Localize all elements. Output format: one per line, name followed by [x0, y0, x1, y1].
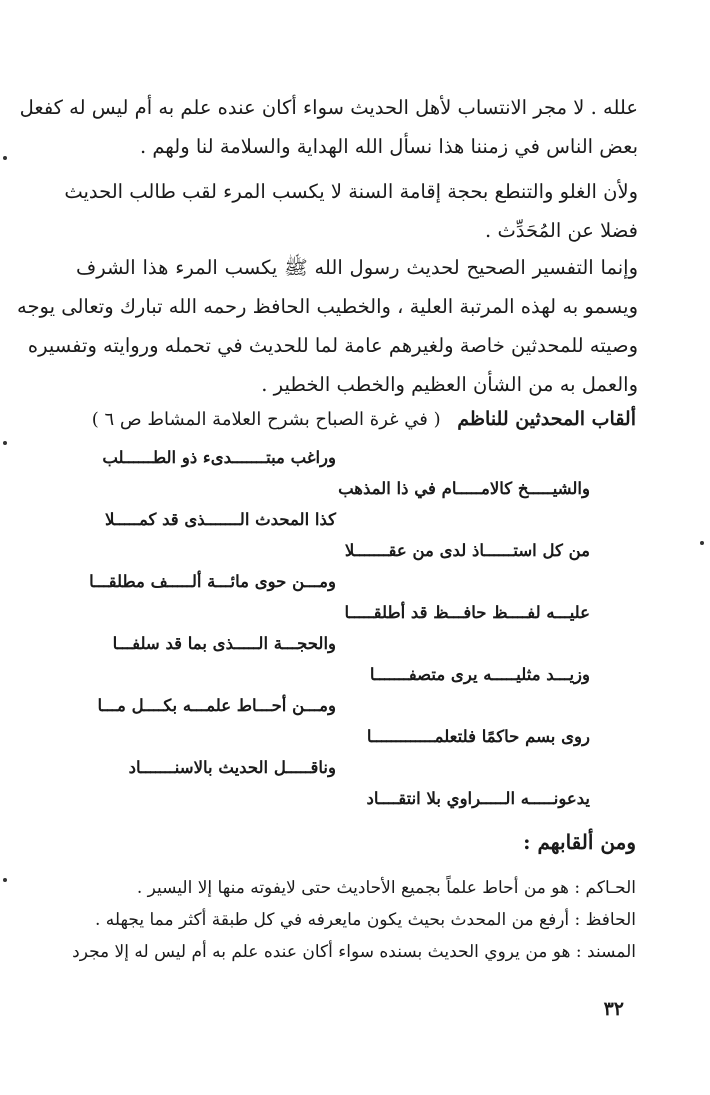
- paragraph-line: وصيته للمحدثين خاصة ولغيرهم عامة لما للحديث في تحمله وروايته وتفسيره: [27, 334, 638, 357]
- paragraph-3: [17, 248, 638, 404]
- poem-verse: وناقـــــل الحديث بالاسنـــــــاد: [128, 758, 336, 777]
- definition-hakim: الحـاكم : هو من أحاط علماً بجميع الأحاديث حتى لايفوته منها إلا اليسير .: [136, 878, 636, 898]
- titles-heading: ومن ألقابهم :: [523, 830, 636, 854]
- poem-verse: من كل استــــــاذ لدى من عقـــــــلا: [344, 541, 590, 560]
- paragraph-line: وإنما التفسير الصحيح لحديث رسول الله ﷺ يكسب المرء هذا الشرف: [76, 256, 638, 279]
- scan-mark: [3, 441, 7, 445]
- paragraph-line: ويسمو به لهذه المرتبة العلية ، والخطيب الحافظ رحمه الله تبارك وتعالى يوجه: [17, 295, 638, 318]
- poem-verse: والحجـــة الـــــذى بما قد سلفـــا: [112, 634, 336, 653]
- poem-verse: ومـــن أحـــاط علمـــه بكــــل مـــا: [97, 696, 336, 715]
- scan-mark: [700, 541, 704, 545]
- scan-mark: [3, 878, 7, 882]
- poem-verse: عليـــه لفــــظ حافـــظ قد أطلقـــــا: [344, 603, 590, 622]
- poem-verse: وزيـــد مثليـــــه يرى متصفـــــــا: [369, 665, 590, 684]
- paragraph-line: بعض الناس في زمننا هذا نسأل الله الهداية والسلامة لنا ولهم .: [139, 135, 638, 158]
- paragraph-line: علله . لا مجر الانتساب لأهل الحديث سواء أكان عنده علم به أم ليس له كفعل: [19, 96, 638, 119]
- paragraph-line: فضلا عن المُحَدِّث .: [485, 219, 638, 242]
- poem-title: ألقاب المحدثين للناظم: [457, 408, 636, 430]
- poem-verse: كذا المحدث الـــــــذى قد كمـــــلا: [104, 510, 336, 529]
- scan-mark: [3, 156, 7, 160]
- poem-source: ( في غرة الصباح بشرح العلامة المشاط ص ٦ ): [91, 409, 441, 430]
- poem-verse: وراغب مبتـــــــدىء ذو الطــــــلب: [102, 448, 336, 467]
- definition-hafiz: الحافظ : أرفع من المحدث بحيث يكون مايعرفه في كل طبقة أكثر مما يجهله .: [94, 910, 636, 930]
- poem-heading: [92, 408, 636, 430]
- poem-verse: والشيـــــخ كالامـــــام في ذا المذهب: [338, 479, 590, 498]
- paragraph-line: ولأن الغلو والتنطع بحجة إقامة السنة لا يكسب المرء لقب طالب الحديث: [64, 180, 638, 203]
- poem-verse: روى بسم حاكمًا فلتعلمـــــــــــــا: [366, 727, 590, 746]
- page-number: ٣٢: [603, 998, 624, 1020]
- paragraph-line: والعمل به من الشأن العظيم والخطب الخطير .: [261, 373, 638, 396]
- definition-musnid: المسند : هو من يروي الحديث بسنده سواء أكان عنده علم به أم ليس له إلا مجرد: [72, 942, 636, 962]
- paragraph-1: [19, 88, 638, 166]
- poem-verse: يدعونـــــه الـــــراوي بلا انتقــــاد: [366, 789, 590, 808]
- paragraph-2: [64, 172, 638, 250]
- poem-verse: ومـــن حوى مائـــة ألـــــف مطلقـــا: [89, 572, 336, 591]
